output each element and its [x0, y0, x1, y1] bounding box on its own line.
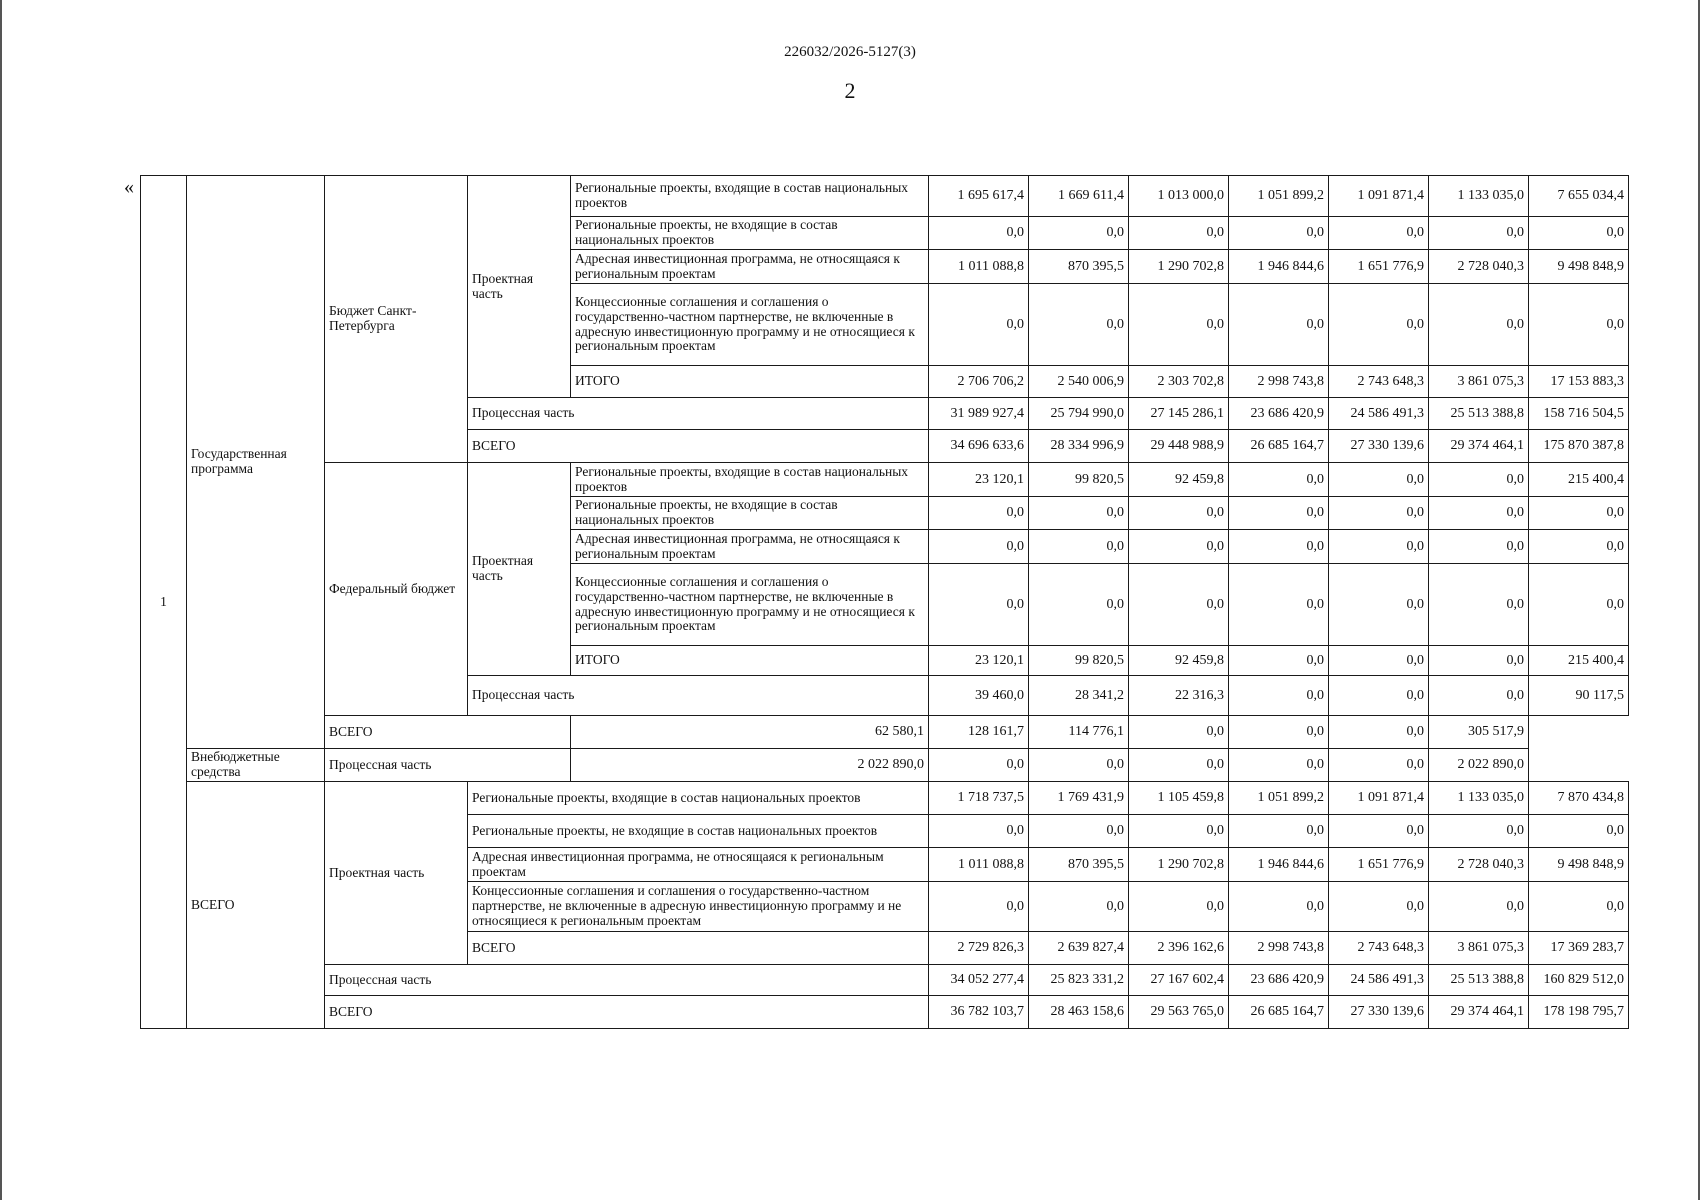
- value-cell: 29 374 464,1: [1429, 996, 1529, 1029]
- value-cell: 1 051 899,2: [1229, 176, 1329, 217]
- table-row: [141, 176, 1629, 217]
- value-cell: 0,0: [1229, 217, 1329, 250]
- value-cell: 1 946 844,6: [1229, 848, 1329, 882]
- value-cell: 92 459,8: [1129, 463, 1229, 497]
- value-cell: 2 022 890,0: [1429, 749, 1529, 782]
- value-cell: 0,0: [1129, 530, 1229, 564]
- value-cell: 27 167 602,4: [1129, 965, 1229, 996]
- value-cell: 2 998 743,8: [1229, 932, 1329, 965]
- value-cell: 27 330 139,6: [1329, 996, 1429, 1029]
- value-cell: 0,0: [1229, 497, 1329, 530]
- value-cell: 26 685 164,7: [1229, 430, 1329, 463]
- value-cell: 0,0: [1229, 530, 1329, 564]
- value-cell: 0,0: [1129, 217, 1229, 250]
- value-cell: 9 498 848,9: [1529, 848, 1629, 882]
- value-cell: 1 290 702,8: [1129, 250, 1229, 284]
- value-cell: 1 091 871,4: [1329, 782, 1429, 815]
- item-label: Адресная инвестиционная программа, не относящаяся к региональным проектам: [468, 848, 929, 882]
- value-cell: 2 022 890,0: [571, 749, 929, 782]
- value-cell: 0,0: [1029, 749, 1129, 782]
- project-part-label: Проектная часть: [325, 782, 468, 965]
- table-row: [141, 782, 1629, 815]
- value-cell: 1 133 035,0: [1429, 782, 1529, 815]
- value-cell: 0,0: [1329, 716, 1429, 749]
- table-row: [141, 996, 1629, 1029]
- value-cell: 0,0: [929, 530, 1029, 564]
- item-label: Региональные проекты, входящие в состав национальных проектов: [468, 782, 929, 815]
- value-cell: 29 448 988,9: [1129, 430, 1229, 463]
- document-number: 226032/2026-5127(3): [784, 44, 916, 60]
- value-cell: 92 459,8: [1129, 646, 1229, 676]
- value-cell: 0,0: [1229, 676, 1329, 716]
- value-cell: 175 870 387,8: [1529, 430, 1629, 463]
- value-cell: 3 861 075,3: [1429, 932, 1529, 965]
- value-cell: 17 369 283,7: [1529, 932, 1629, 965]
- item-label: Региональные проекты, не входящие в состав национальных проектов: [571, 497, 929, 530]
- value-cell: 28 463 158,6: [1029, 996, 1129, 1029]
- value-cell: 0,0: [929, 497, 1029, 530]
- value-cell: 870 395,5: [1029, 250, 1129, 284]
- value-cell: 0,0: [1329, 646, 1429, 676]
- process-part-label: Процессная часть: [468, 676, 929, 716]
- value-cell: 24 586 491,3: [1329, 398, 1429, 430]
- value-cell: 0,0: [1229, 716, 1329, 749]
- value-cell: 1 290 702,8: [1129, 848, 1229, 882]
- value-cell: 0,0: [1429, 646, 1529, 676]
- program-label: Государственная программа: [187, 176, 325, 749]
- value-cell: 17 153 883,3: [1529, 366, 1629, 398]
- value-cell: 0,0: [1529, 497, 1629, 530]
- value-cell: 178 198 795,7: [1529, 996, 1629, 1029]
- process-part-label: Процессная часть: [325, 749, 571, 782]
- value-cell: 870 395,5: [1029, 848, 1129, 882]
- value-cell: 0,0: [1329, 530, 1429, 564]
- item-label: Адресная инвестиционная программа, не относящаяся к региональным проектам: [571, 250, 929, 284]
- value-cell: 7 870 434,8: [1529, 782, 1629, 815]
- value-cell: 0,0: [1029, 882, 1129, 932]
- value-cell: 1 651 776,9: [1329, 250, 1429, 284]
- table-row: [141, 965, 1629, 996]
- item-label: Региональные проекты, входящие в состав национальных проектов: [571, 176, 929, 217]
- value-cell: 1 105 459,8: [1129, 782, 1229, 815]
- value-cell: 1 651 776,9: [1329, 848, 1429, 882]
- project-part-label: Проектная часть: [468, 176, 571, 398]
- table-row: [141, 749, 1629, 782]
- value-cell: 0,0: [1229, 646, 1329, 676]
- opening-quote: «: [124, 176, 134, 198]
- value-cell: 34 052 277,4: [929, 965, 1029, 996]
- value-cell: 0,0: [1329, 815, 1429, 848]
- table-row: [141, 463, 1629, 497]
- row-number: 1: [141, 176, 187, 1029]
- value-cell: 2 303 702,8: [1129, 366, 1229, 398]
- value-cell: 158 716 504,5: [1529, 398, 1629, 430]
- value-cell: 24 586 491,3: [1329, 965, 1429, 996]
- value-cell: 27 330 139,6: [1329, 430, 1429, 463]
- value-cell: 22 316,3: [1129, 676, 1229, 716]
- item-label: Концессионные соглашения и соглашения о государственно-частном партнерстве, не включенные в адресную инвестиционную программу и не относящиеся к региональным проектам: [571, 284, 929, 366]
- item-label: Концессионные соглашения и соглашения о государственно-частном партнерстве, не включенные в адресную инвестиционную программу и не относящиеся к региональным проектам: [571, 564, 929, 646]
- value-cell: 28 341,2: [1029, 676, 1129, 716]
- value-cell: 0,0: [1129, 716, 1229, 749]
- value-cell: 0,0: [1129, 815, 1229, 848]
- value-cell: 7 655 034,4: [1529, 176, 1629, 217]
- value-cell: 0,0: [1529, 530, 1629, 564]
- process-part-label: Процессная часть: [468, 398, 929, 430]
- vsego-label: ВСЕГО: [468, 430, 929, 463]
- value-cell: 0,0: [1229, 815, 1329, 848]
- value-cell: 25 823 331,2: [1029, 965, 1129, 996]
- value-cell: 1 091 871,4: [1329, 176, 1429, 217]
- value-cell: 2 998 743,8: [1229, 366, 1329, 398]
- value-cell: 0,0: [1129, 882, 1229, 932]
- item-label: Региональные проекты, не входящие в состав национальных проектов: [468, 815, 929, 848]
- value-cell: 0,0: [1429, 463, 1529, 497]
- value-cell: 0,0: [1029, 564, 1129, 646]
- item-label: Региональные проекты, входящие в состав национальных проектов: [571, 463, 929, 497]
- value-cell: 34 696 633,6: [929, 430, 1029, 463]
- value-cell: 0,0: [1529, 564, 1629, 646]
- value-cell: 0,0: [1129, 284, 1229, 366]
- value-cell: 1 718 737,5: [929, 782, 1029, 815]
- value-cell: 27 145 286,1: [1129, 398, 1229, 430]
- value-cell: 1 051 899,2: [1229, 782, 1329, 815]
- value-cell: 0,0: [1129, 564, 1229, 646]
- value-cell: 0,0: [1329, 284, 1429, 366]
- process-part-label: Процессная часть: [325, 965, 929, 996]
- value-cell: 0,0: [1029, 284, 1129, 366]
- value-cell: 0,0: [1229, 463, 1329, 497]
- value-cell: 0,0: [1329, 749, 1429, 782]
- value-cell: 99 820,5: [1029, 646, 1129, 676]
- value-cell: 0,0: [1029, 497, 1129, 530]
- item-label: Региональные проекты, не входящие в состав национальных проектов: [571, 217, 929, 250]
- value-cell: 0,0: [1329, 463, 1429, 497]
- value-cell: 23 686 420,9: [1229, 965, 1329, 996]
- item-label: Адресная инвестиционная программа, не относящаяся к региональным проектам: [571, 530, 929, 564]
- value-cell: 0,0: [929, 217, 1029, 250]
- value-cell: 0,0: [1329, 497, 1429, 530]
- value-cell: 1 946 844,6: [1229, 250, 1329, 284]
- value-cell: 0,0: [929, 284, 1029, 366]
- value-cell: 9 498 848,9: [1529, 250, 1629, 284]
- value-cell: 0,0: [1529, 815, 1629, 848]
- value-cell: 90 117,5: [1529, 676, 1629, 716]
- value-cell: 62 580,1: [571, 716, 929, 749]
- value-cell: 2 639 827,4: [1029, 932, 1129, 965]
- value-cell: 2 396 162,6: [1129, 932, 1229, 965]
- budget-extra-label: Внебюджетные средства: [187, 749, 325, 782]
- value-cell: 3 861 075,3: [1429, 366, 1529, 398]
- value-cell: 0,0: [929, 815, 1029, 848]
- value-cell: 1 011 088,8: [929, 848, 1029, 882]
- total-label: ВСЕГО: [187, 782, 325, 1029]
- value-cell: 0,0: [1429, 564, 1529, 646]
- value-cell: 0,0: [1529, 284, 1629, 366]
- vsego-label: ВСЕГО: [468, 932, 929, 965]
- value-cell: 0,0: [1529, 882, 1629, 932]
- value-cell: 1 133 035,0: [1429, 176, 1529, 217]
- value-cell: 215 400,4: [1529, 646, 1629, 676]
- value-cell: 0,0: [1229, 749, 1329, 782]
- value-cell: 0,0: [1429, 882, 1529, 932]
- value-cell: 2 728 040,3: [1429, 250, 1529, 284]
- scan-edge-left: [0, 0, 2, 1200]
- value-cell: 28 334 996,9: [1029, 430, 1129, 463]
- value-cell: 215 400,4: [1529, 463, 1629, 497]
- value-cell: 2 729 826,3: [929, 932, 1029, 965]
- value-cell: 25 513 388,8: [1429, 965, 1529, 996]
- value-cell: 160 829 512,0: [1529, 965, 1629, 996]
- value-cell: 0,0: [1329, 217, 1429, 250]
- value-cell: 0,0: [1429, 497, 1529, 530]
- value-cell: 29 374 464,1: [1429, 430, 1529, 463]
- value-cell: 25 513 388,8: [1429, 398, 1529, 430]
- value-cell: 0,0: [1429, 815, 1529, 848]
- value-cell: 0,0: [1429, 217, 1529, 250]
- value-cell: 0,0: [1229, 564, 1329, 646]
- value-cell: 0,0: [1429, 676, 1529, 716]
- value-cell: 0,0: [1329, 676, 1429, 716]
- value-cell: 99 820,5: [1029, 463, 1129, 497]
- value-cell: 2 706 706,2: [929, 366, 1029, 398]
- item-label: Концессионные соглашения и соглашения о государственно-частном партнерстве, не включенные в адресную инвестиционную программу и не относящиеся к региональным проектам: [468, 882, 929, 932]
- value-cell: 1 695 617,4: [929, 176, 1029, 217]
- value-cell: 23 120,1: [929, 646, 1029, 676]
- value-cell: 2 540 006,9: [1029, 366, 1129, 398]
- value-cell: 0,0: [1129, 749, 1229, 782]
- value-cell: 23 120,1: [929, 463, 1029, 497]
- itogo-label: ИТОГО: [571, 366, 929, 398]
- budget-fed-label: Федеральный бюджет: [325, 463, 468, 716]
- value-cell: 305 517,9: [1429, 716, 1529, 749]
- value-cell: 25 794 990,0: [1029, 398, 1129, 430]
- value-cell: 0,0: [1029, 217, 1129, 250]
- value-cell: 0,0: [1329, 564, 1429, 646]
- value-cell: 1 669 611,4: [1029, 176, 1129, 217]
- project-part-label: Проектная часть: [468, 463, 571, 676]
- value-cell: 0,0: [1229, 882, 1329, 932]
- value-cell: 128 161,7: [929, 716, 1029, 749]
- value-cell: 0,0: [1029, 815, 1129, 848]
- value-cell: 0,0: [929, 564, 1029, 646]
- value-cell: 29 563 765,0: [1129, 996, 1229, 1029]
- budget-spb-label: Бюджет Санкт-Петербурга: [325, 176, 468, 463]
- value-cell: 2 743 648,3: [1329, 366, 1429, 398]
- value-cell: 114 776,1: [1029, 716, 1129, 749]
- vsego-label: ВСЕГО: [325, 716, 571, 749]
- value-cell: 0,0: [1229, 284, 1329, 366]
- value-cell: 0,0: [1529, 217, 1629, 250]
- value-cell: 0,0: [929, 882, 1029, 932]
- value-cell: 39 460,0: [929, 676, 1029, 716]
- budget-table: [140, 175, 1629, 1029]
- value-cell: 1 013 000,0: [1129, 176, 1229, 217]
- value-cell: 1 769 431,9: [1029, 782, 1129, 815]
- value-cell: 2 728 040,3: [1429, 848, 1529, 882]
- value-cell: 0,0: [1429, 530, 1529, 564]
- value-cell: 26 685 164,7: [1229, 996, 1329, 1029]
- value-cell: 0,0: [1129, 497, 1229, 530]
- value-cell: 31 989 927,4: [929, 398, 1029, 430]
- value-cell: 2 743 648,3: [1329, 932, 1429, 965]
- value-cell: 36 782 103,7: [929, 996, 1029, 1029]
- value-cell: 0,0: [1429, 284, 1529, 366]
- value-cell: 1 011 088,8: [929, 250, 1029, 284]
- value-cell: 0,0: [1329, 882, 1429, 932]
- itogo-label: ИТОГО: [571, 646, 929, 676]
- page-number: 2: [844, 78, 856, 103]
- value-cell: 23 686 420,9: [1229, 398, 1329, 430]
- value-cell: 0,0: [1029, 530, 1129, 564]
- value-cell: 0,0: [929, 749, 1029, 782]
- vsego-label: ВСЕГО: [325, 996, 929, 1029]
- table-row: [141, 716, 1629, 749]
